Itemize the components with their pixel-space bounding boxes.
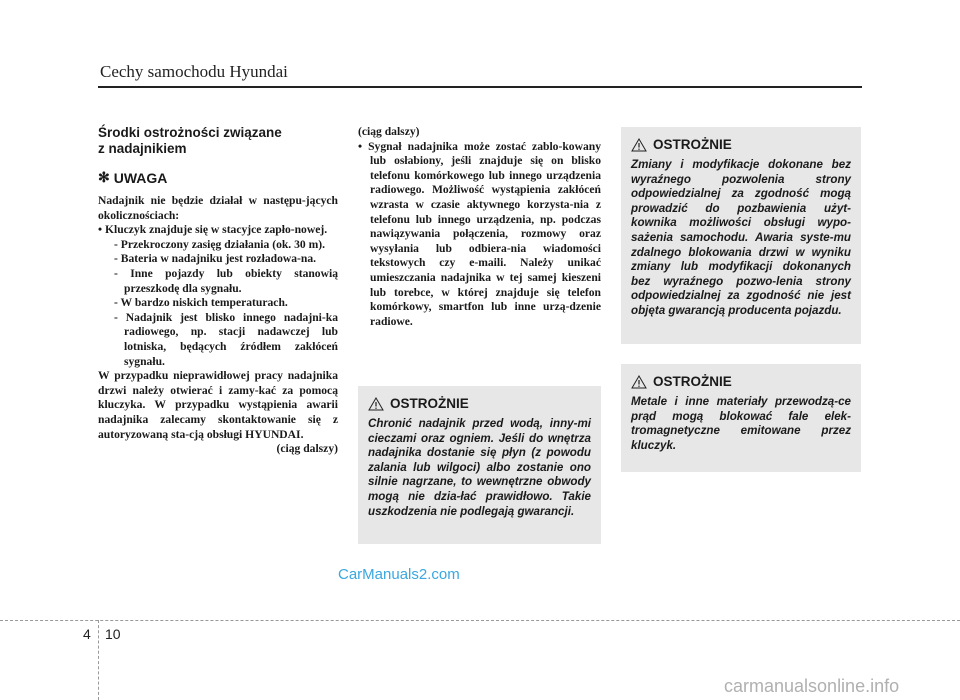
section-title-line-1: Środki ostrożności związane	[98, 125, 282, 140]
warning-triangle-icon	[368, 397, 384, 411]
note-bullet: • Kluczyk znajduje się w stacyjce zapło-nowej.	[98, 223, 328, 237]
chapter-number: 4	[83, 626, 91, 642]
column-middle	[358, 125, 601, 329]
caution-box-water	[358, 386, 601, 544]
page-header-title: Cechy samochodu Hyundai	[100, 62, 288, 81]
note-paragraph: W przypadku nieprawidłowej pracy nadajnika drzwi należy otwierać i zamy-kać za pomocą kluczyka. W przypadku wystąpienia awarii nadajnika zalecamy skontaktowanie się z autoryzowaną sta-cją obsługi HYUNDAI.	[98, 369, 338, 441]
watermark-link[interactable]: CarManuals2.com	[338, 566, 460, 583]
footer-divider	[0, 620, 960, 621]
note-label: UWAGA	[113, 169, 168, 186]
caution-title-text: OSTROŻNIE	[653, 137, 732, 152]
page-number: 10	[105, 626, 121, 642]
note-dash-item: - Nadajnik jest blisko innego nadajni-ka radiowego, np. stacji nadawczej lub lotniska, będących źródłem zakłóceń sygnału.	[114, 310, 338, 368]
continued-top-label: (ciąg dalszy)	[358, 125, 420, 138]
note-body	[98, 194, 338, 457]
watermark-footer: carmanualsonline.info	[724, 676, 900, 696]
warning-triangle-icon	[631, 138, 647, 152]
note-heading	[98, 169, 338, 186]
caution-body: Zmiany i modyfikacje dokonane bez wyraźnego pozwolenia strony odpowiedzialnej za zgodność mogą prowadzić do pozbawienia użyt-kownika możliwości obsługi wypo-sażenia samochodu. Awaria syste-mu zdalnego blokowania drzwi w wyniku zmiany lub modyfikacji dokonanych bez wyraźnego pozwo-lenia strony odpowiedzialnej za zgodność nie jest objęta gwarancją producenta pojazdu.	[631, 158, 851, 317]
caution-title-text: OSTROŻNIE	[653, 374, 732, 389]
caution-box-modifications	[621, 127, 861, 344]
caution-box-metals	[621, 364, 861, 472]
note-star-icon: ✻	[98, 169, 110, 185]
header-divider	[98, 86, 862, 88]
column-left	[98, 125, 338, 457]
section-title-line-2: z nadajnikiem	[98, 141, 187, 156]
footer-vertical-divider	[98, 620, 99, 700]
caution-body: Metale i inne materiały przewodzą-ce prąd mogą blokować fale elek-tromagnetyczne emitowane przez kluczyk.	[631, 395, 851, 452]
caution-title	[631, 137, 851, 152]
note-dash-item: - Inne pojazdy lub obiekty stanowią przeszkodę dla sygnału.	[114, 266, 338, 295]
caution-title-text: OSTROŻNIE	[390, 396, 469, 411]
section-title	[98, 125, 338, 157]
caution-title	[368, 396, 591, 411]
signal-bullet: • Sygnał nadajnika może zostać zablo-kowany lub osłabiony, jeśli znajduje się on blisko telefonu komórkowego lub innego urządzenia radiowego. Możliwość wystąpienia zakłóceń wzrasta w czasie aktywnego korzysta-nia z telefonu lub innego urządzenia, np. podczas nawiązywania połączenia, rozmowy oraz wysyłania lub odbiera-nia wiadomości tekstowych czy e-maili. Należy unikać umieszczania nadajnika w tej samej kieszeni lub torebce, w której znajduje się telefon komórkowy, smartfon lub inne urzą-dzenie radiowe.	[358, 139, 601, 328]
note-dash-item: - W bardzo niskich temperaturach.	[114, 296, 288, 310]
caution-title	[631, 374, 851, 389]
note-dash-item: - Przekroczony zasięg działania (ok. 30 m).	[114, 237, 326, 251]
caution-body: Chronić nadajnik przed wodą, inny-mi cieczami oraz ogniem. Jeśli do wnętrza nadajnika dostanie się płyn (z powodu zalania lub wilgoci) albo zostanie ono silnie nagrzane, to wewnętrzne obwody mogą nie dzia-łać prawidłowo. Takie uszkodzenia nie podlegają gwarancji.	[368, 417, 591, 518]
warning-triangle-icon	[631, 375, 647, 389]
continued-label: (ciąg dalszy)	[276, 442, 338, 456]
note-intro: Nadajnik nie będzie działał w następu-jących okolicznościach:	[98, 194, 338, 222]
note-dash-item: - Bateria w nadajniku jest rozładowa-na.	[114, 252, 317, 266]
